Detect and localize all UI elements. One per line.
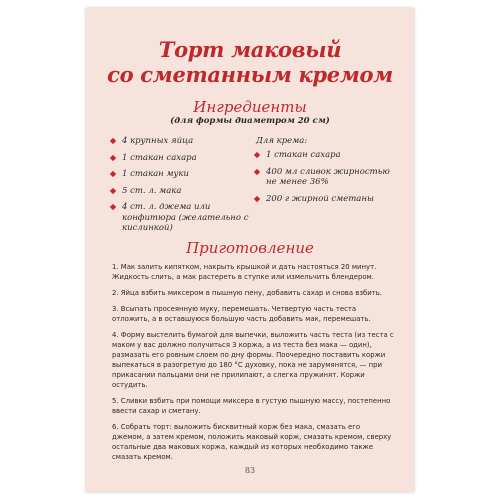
ingredient-text: 1 стакан муки bbox=[122, 169, 189, 179]
diamond-bullet-icon bbox=[254, 152, 260, 155]
ingredient-text: 400 мл сливок жирностью не менее 36% bbox=[266, 166, 390, 187]
diamond-bullet-icon bbox=[254, 196, 260, 199]
diamond-bullet-icon bbox=[254, 169, 260, 172]
page-number: 83 bbox=[244, 466, 256, 475]
ingredient-item bbox=[254, 150, 402, 161]
ingredient-item bbox=[254, 167, 402, 188]
preparation-step: 5. Сливки взбить при помощи миксера в густую пышную массу, постепенно ввести сахар и сметану. bbox=[112, 397, 391, 415]
ingredient-item bbox=[254, 194, 402, 205]
ingredients-list-cream bbox=[254, 136, 402, 210]
ingredients-list-cake bbox=[110, 136, 250, 240]
ingredient-item bbox=[110, 169, 250, 180]
recipe-title-line-1: Торт маковый bbox=[158, 37, 342, 62]
recipe-page bbox=[86, 8, 414, 492]
ingredient-item bbox=[110, 153, 250, 164]
ingredient-text: 5 ст. л. мака bbox=[122, 185, 182, 196]
preparation-heading: Приготовление bbox=[186, 239, 314, 257]
preparation-steps bbox=[112, 262, 394, 468]
ingredients-subheading: (для формы диаметром 20 см) bbox=[170, 116, 330, 126]
cream-title: Для крема: bbox=[256, 136, 308, 146]
diamond-bullet-icon bbox=[110, 155, 116, 158]
preparation-step: 3. Всыпать просеянную муку, перемешать. Четвертую часть теста отложить, а в оставшуюся большую часть добавить мак, перемешать. bbox=[112, 305, 371, 323]
ingredient-text: 4 крупных яйца bbox=[122, 136, 194, 146]
ingredient-item bbox=[110, 186, 250, 197]
preparation-step: 2. Яйца взбить миксером в пышную пену, добавить сахар и снова взбить. bbox=[112, 289, 382, 297]
diamond-bullet-icon bbox=[110, 171, 116, 174]
diamond-bullet-icon bbox=[110, 138, 116, 141]
ingredient-text: 1 стакан сахара bbox=[122, 152, 197, 163]
preparation-step: 4. Форму выстелить бумагой для выпечки, выложить часть теста (из теста с маком у вас должно получиться 3 коржа, а из теста без мака — один), размазать его ровным слоем по дну формы. Поочередно поставить коржи выпекаться в разогретую до 180 °С духовку, пока не зарумянятся, — при прикасании пальцами они не прилипают, а слегка пружинят. Коржи остудить. bbox=[112, 331, 394, 389]
ingredient-item bbox=[110, 202, 250, 234]
ingredient-text: 4 ст. л. джема или конфитюра (желательно с кислинкой) bbox=[122, 202, 249, 233]
ingredients-heading: Ингредиенты bbox=[193, 98, 307, 116]
ingredient-text: 200 г жирной сметаны bbox=[266, 193, 374, 204]
diamond-bullet-icon bbox=[110, 204, 116, 207]
diamond-bullet-icon bbox=[110, 188, 116, 191]
ingredient-item bbox=[110, 136, 250, 147]
preparation-step: 1. Мак залить кипятком, накрыть крышкой и дать настояться 20 минут. Жидкость слить, а мак растереть в ступке или измельчить блендером. bbox=[112, 263, 377, 281]
preparation-step: 6. Собрать торт: выложить бисквитный корж без мака, смазать его джемом, а затем кремом, положить маковый корж, смазать кремом, сверху остальные два маковых коржа, каждый из которых необходимо также смазать кремом. bbox=[112, 423, 392, 461]
ingredient-text: 1 стакан сахара bbox=[266, 150, 341, 160]
recipe-title-line-2: со сметанным кремом bbox=[107, 62, 393, 87]
